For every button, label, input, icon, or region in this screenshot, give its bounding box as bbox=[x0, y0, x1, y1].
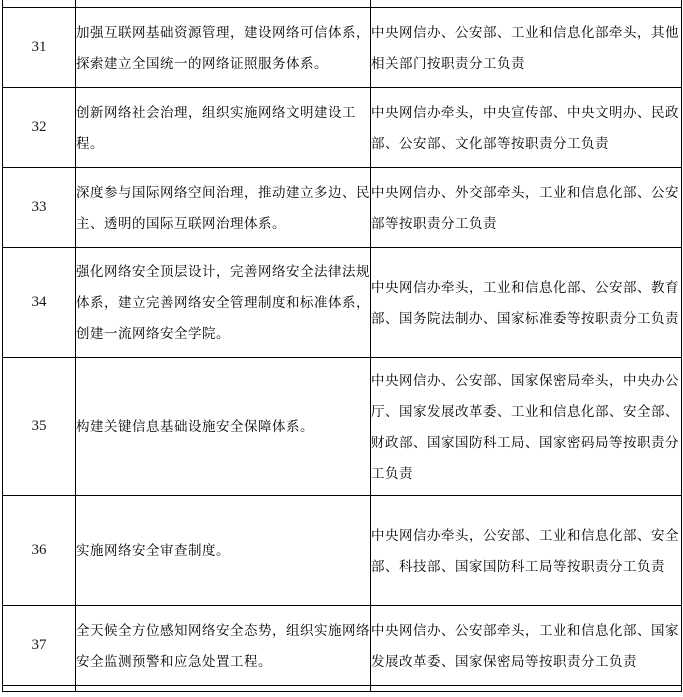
row-number-cell: 36 bbox=[3, 496, 76, 606]
task-responsibility-table bbox=[2, 0, 682, 692]
row-number-cell: 31 bbox=[3, 8, 76, 88]
table-row bbox=[3, 88, 682, 168]
responsibility-cell: 中央网信办牵头，中央宣传部、中央文明办、民政部、公安部、文化部等按职责分工负责 bbox=[371, 88, 682, 168]
task-cell: 全天候全方位感知网络安全态势，组织实施网络安全监测预警和应急处置工程。 bbox=[76, 606, 371, 686]
responsibility-cell: 中央网信办、公安部牵头，工业和信息化部、国家发展改革委、国家保密局等按职责分工负责 bbox=[371, 606, 682, 686]
row-number-cell: 33 bbox=[3, 168, 76, 248]
task-cell: 构建关键信息基础设施安全保障体系。 bbox=[76, 358, 371, 496]
task-cell: 深度参与国际网络空间治理，推动建立多边、民主、透明的国际互联网治理体系。 bbox=[76, 168, 371, 248]
task-cell bbox=[76, 0, 371, 8]
responsibility-cell: 中央网信办、公安部、工业和信息化部牵头，其他相关部门按职责分工负责 bbox=[371, 8, 682, 88]
table-row bbox=[3, 248, 682, 358]
table-row bbox=[3, 606, 682, 686]
task-cell: 强化网络安全顶层设计，完善网络安全法律法规体系，建立完善网络安全管理制度和标准体系，创建一流网络安全学院。 bbox=[76, 248, 371, 358]
task-cell bbox=[76, 686, 371, 692]
row-number-cell: 34 bbox=[3, 248, 76, 358]
task-cell: 加强互联网基础资源管理，建设网络可信体系，探索建立全国统一的网络证照服务体系。 bbox=[76, 8, 371, 88]
row-number-cell: 32 bbox=[3, 88, 76, 168]
table-row bbox=[3, 496, 682, 606]
table-row-partial-bottom bbox=[3, 686, 682, 692]
table-row bbox=[3, 168, 682, 248]
responsibility-cell: 中央网信办、外交部牵头，工业和信息化部、公安部等按职责分工负责 bbox=[371, 168, 682, 248]
table-row bbox=[3, 8, 682, 88]
task-cell: 实施网络安全审查制度。 bbox=[76, 496, 371, 606]
responsibility-cell bbox=[371, 686, 682, 692]
task-cell: 创新网络社会治理，组织实施网络文明建设工程。 bbox=[76, 88, 371, 168]
responsibility-cell: 中央网信办、公安部、国家保密局牵头，中央办公厅、国家发展改革委、工业和信息化部、安全部、财政部、国家国防科工局、国家密码局等按职责分工负责 bbox=[371, 358, 682, 496]
table-row-partial-top bbox=[3, 0, 682, 8]
row-number-cell: 37 bbox=[3, 606, 76, 686]
row-number-cell bbox=[3, 686, 76, 692]
table-row bbox=[3, 358, 682, 496]
responsibility-cell: 中央网信办牵头，工业和信息化部、公安部、教育部、国务院法制办、国家标准委等按职责分工负责 bbox=[371, 248, 682, 358]
responsibility-cell bbox=[371, 0, 682, 8]
row-number-cell: 35 bbox=[3, 358, 76, 496]
responsibility-cell: 中央网信办牵头，公安部、工业和信息化部、安全部、科技部、国家国防科工局等按职责分工负责 bbox=[371, 496, 682, 606]
row-number-cell bbox=[3, 0, 76, 8]
